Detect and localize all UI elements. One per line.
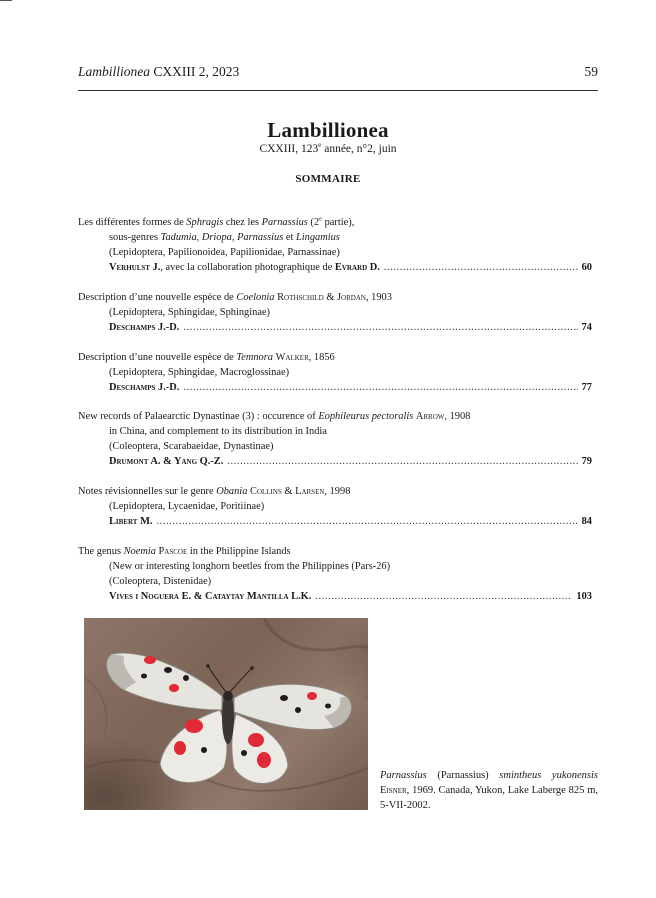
toc-author-line bbox=[78, 454, 592, 469]
toc-author: Deschamps J.-D. bbox=[109, 322, 180, 333]
toc-title-line: New records of Palaearctic Dynastinae (3) : occurence of Eophileurus pectoralis Arrow, 1908 bbox=[78, 411, 471, 422]
toc-taxonomy: (Lepidoptera, Sphingidae, Macroglossinae) bbox=[109, 367, 290, 378]
toc-title-line: Les différentes formes de Sphragis chez les Parnassius (2e partie), bbox=[78, 215, 355, 228]
toc-author-line bbox=[78, 260, 592, 275]
parnassius-illustration bbox=[84, 618, 368, 810]
toc-author: Drumont A. & Yang Q.-Z. bbox=[109, 456, 224, 467]
toc-title-line: Description d’une nouvelle espèce de Coelonia Rothschild & Jordan, 1903 bbox=[78, 292, 392, 303]
toc-author: Libert M. bbox=[109, 516, 153, 527]
photo-caption: Parnassius (Parnassius) smintheus yukonensis Eisner, 1969. Canada, Yukon, Lake Laberge 825 m, 5-VII-2002. bbox=[380, 770, 599, 811]
toc-entry bbox=[78, 350, 592, 395]
toc-taxonomy: (Lepidoptera, Lycaenidae, Poritiinae) bbox=[109, 501, 265, 512]
toc-title-line: The genus Noemia Pascoe in the Philippine Islands bbox=[78, 546, 291, 557]
toc-page-number: 84 bbox=[581, 516, 592, 527]
dot-leader bbox=[315, 589, 572, 604]
dot-leader bbox=[156, 514, 577, 529]
toc-entry bbox=[78, 290, 592, 335]
toc-title-line: Description d’une nouvelle espèce de Temnora Walker, 1856 bbox=[78, 352, 335, 363]
toc-taxonomy: (Lepidoptera, Papilionoidea, Papilionidae, Parnassinae) bbox=[109, 247, 340, 258]
toc-page-number: 103 bbox=[576, 591, 592, 602]
toc-author-line bbox=[78, 320, 592, 335]
toc-author-line bbox=[78, 514, 592, 529]
toc-page-number: 60 bbox=[581, 262, 592, 273]
toc-taxonomy: (Coleoptera, Scarabaeidae, Dynastinae) bbox=[109, 441, 274, 452]
dot-leader bbox=[227, 454, 577, 469]
running-head bbox=[78, 64, 598, 82]
toc-page-number: 79 bbox=[581, 456, 592, 467]
toc-taxonomy: (Coleoptera, Distenidae) bbox=[109, 576, 212, 587]
toc-taxonomy: (Lepidoptera, Sphingidae, Sphinginae) bbox=[109, 307, 271, 318]
page-number: 59 bbox=[584, 64, 598, 79]
toc-page-number: 77 bbox=[581, 382, 592, 393]
dot-leader bbox=[183, 320, 577, 335]
journal-title: Lambillionea bbox=[267, 118, 389, 142]
toc-author: Vives i Noguera E. & Cataytay Mantilla L.K. bbox=[109, 591, 312, 602]
issue-subtitle: CXXIII, 123e année, n°2, juin bbox=[259, 141, 397, 155]
toc-entry bbox=[78, 484, 592, 529]
toc-entry bbox=[78, 544, 592, 604]
dot-leader bbox=[384, 260, 578, 275]
toc-entry bbox=[78, 215, 592, 275]
toc-author-line bbox=[78, 589, 592, 604]
toc-page-number: 74 bbox=[581, 322, 592, 333]
dot-leader bbox=[183, 380, 577, 395]
crop-mark bbox=[0, 0, 12, 1]
butterfly-photo bbox=[84, 618, 368, 810]
toc-title-line: in China, and complement to its distribution in India bbox=[109, 426, 327, 437]
toc-entry bbox=[78, 409, 592, 469]
sommaire-heading: SOMMAIRE bbox=[295, 173, 361, 185]
toc-author-line bbox=[78, 380, 592, 395]
toc-author: Deschamps J.-D. bbox=[109, 382, 180, 393]
toc-author: Verhulst J., avec la collaboration photographique de Evrard D. bbox=[109, 262, 380, 273]
header-rule bbox=[78, 90, 598, 91]
toc-title-line: Notes révisionnelles sur le genre Obania Collins & Larsen, 1998 bbox=[78, 486, 351, 497]
toc-title-line: sous-genres Tadumia, Driopa, Parnassius et Lingamius bbox=[109, 232, 340, 243]
toc-title-line: (New or interesting longhorn beetles from the Philippines (Pars-26) bbox=[109, 561, 391, 572]
running-head-journal: Lambillionea CXXIII 2, 2023 bbox=[78, 64, 240, 79]
